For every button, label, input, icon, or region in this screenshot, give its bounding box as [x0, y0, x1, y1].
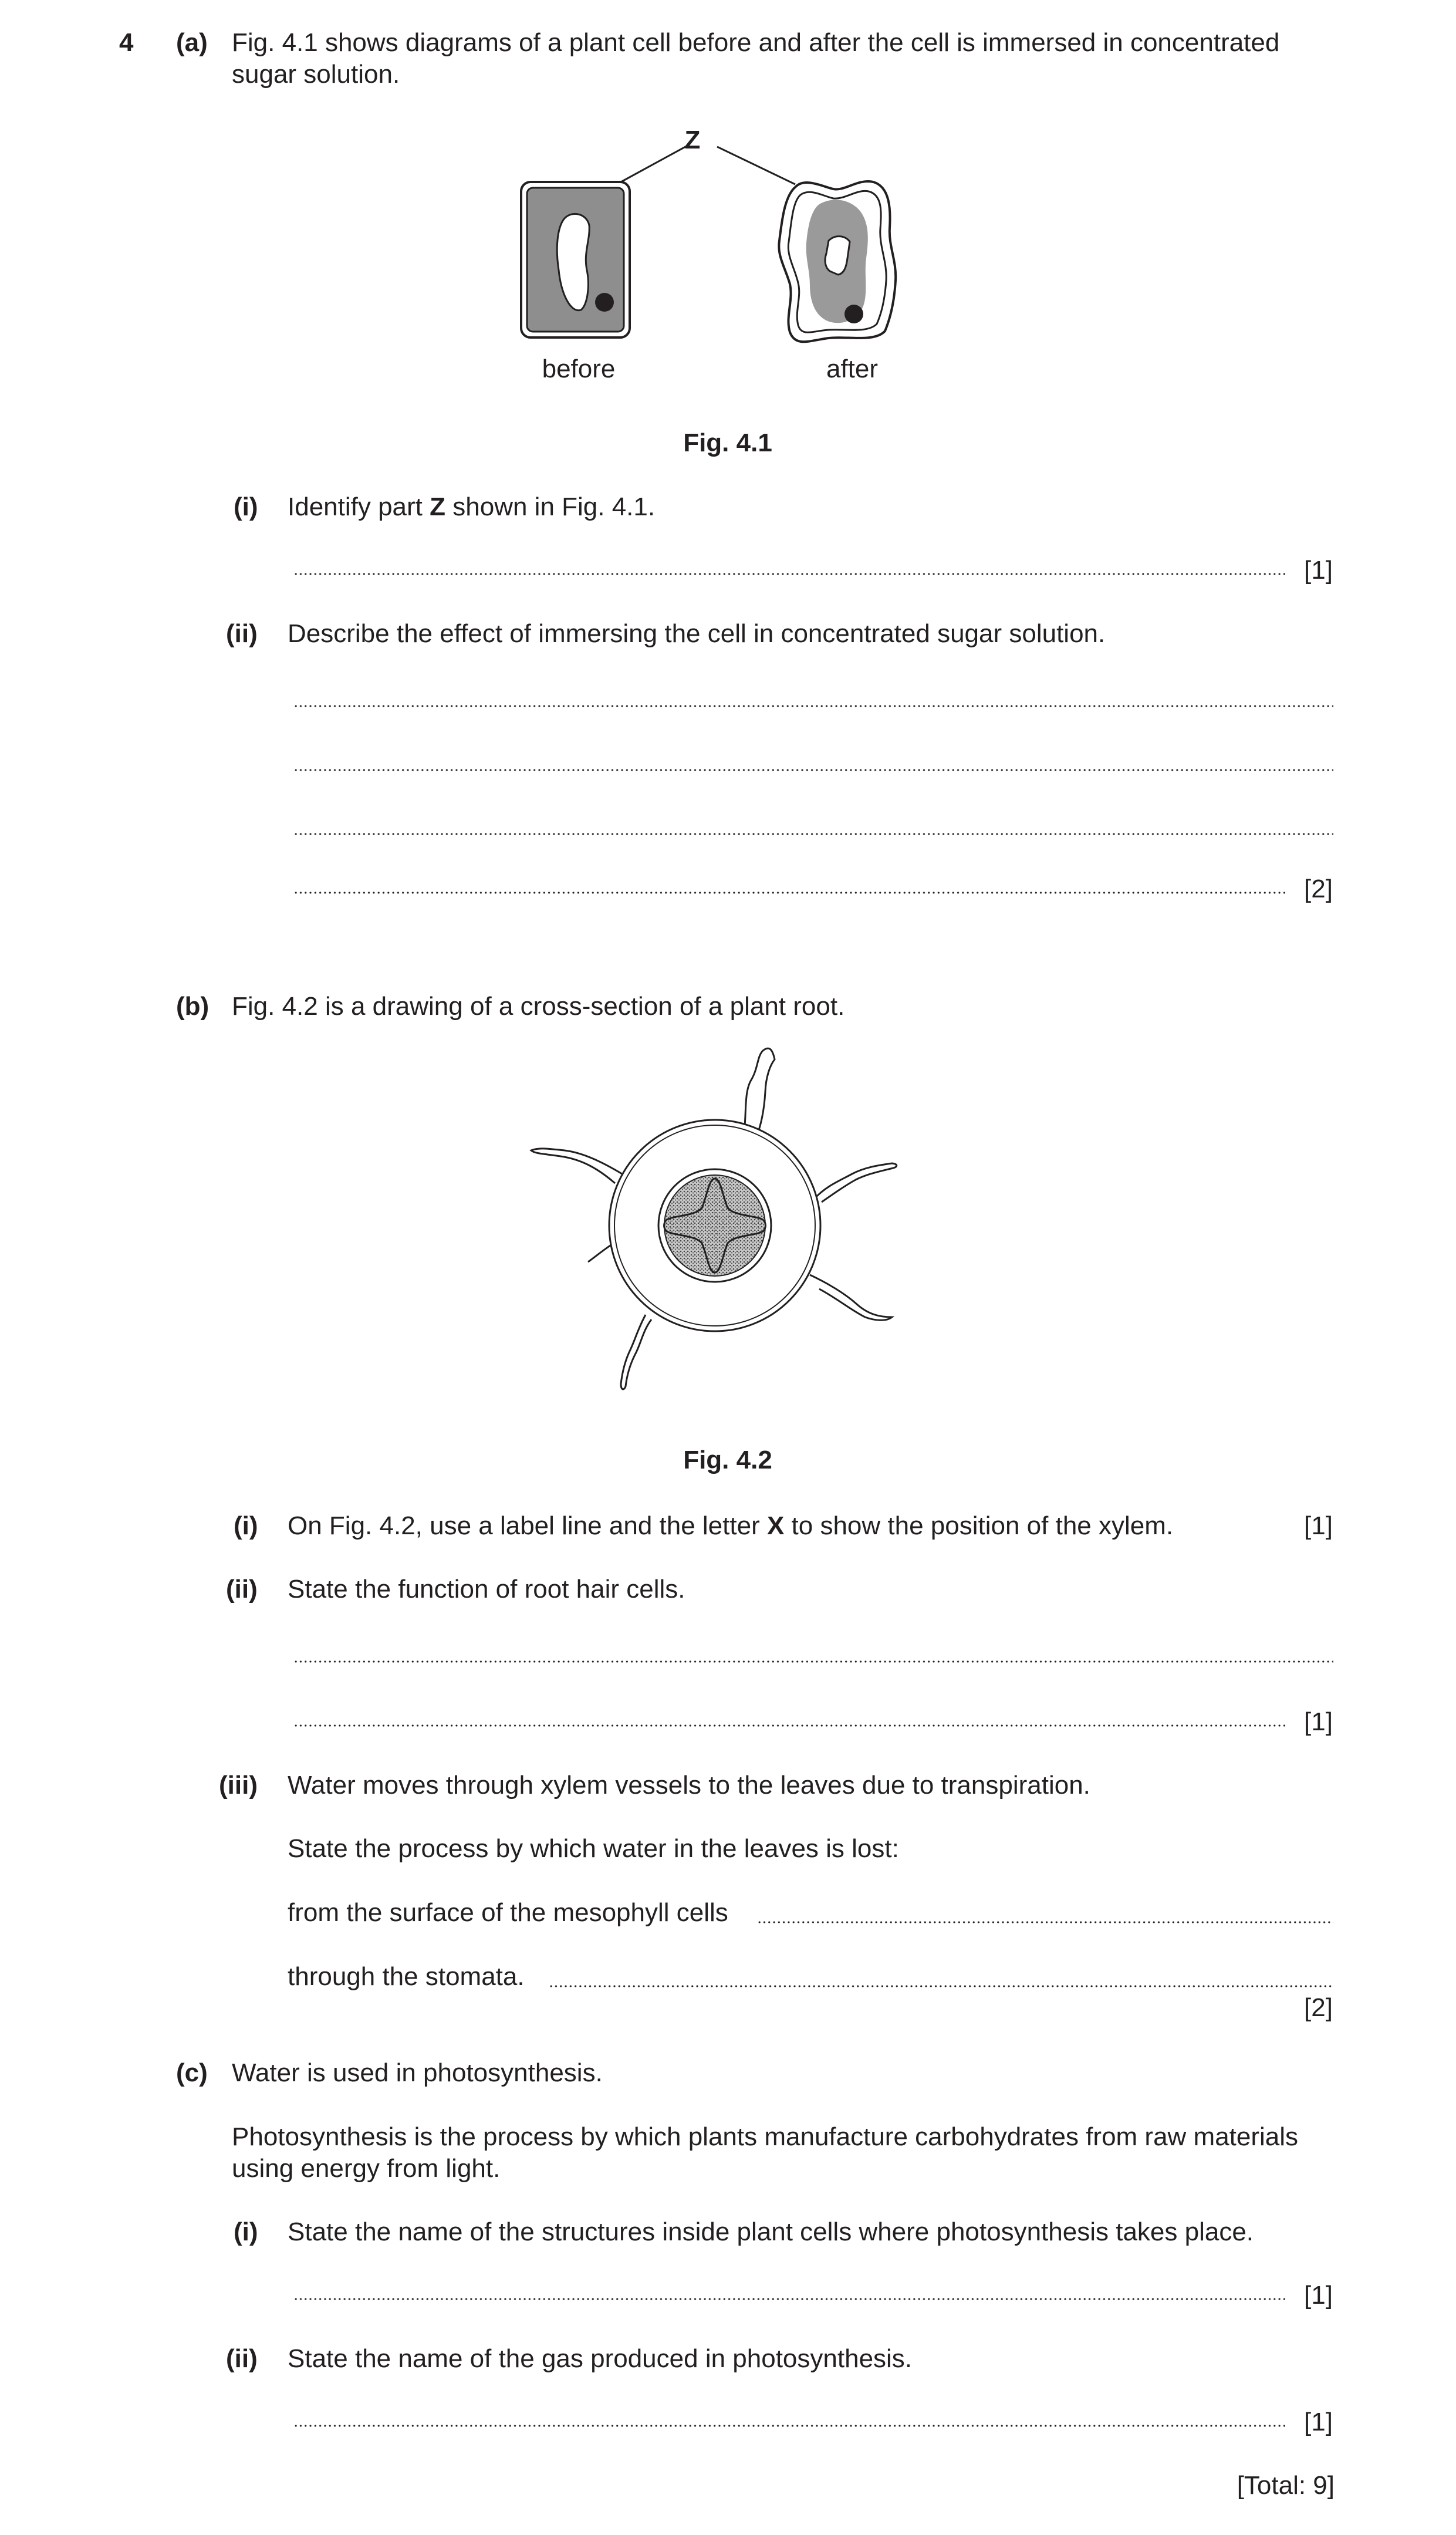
- b-iii-answer-mesophyll[interactable]: [757, 1920, 1333, 1924]
- part-a-label: (a): [176, 28, 208, 57]
- b-ii-label: (ii): [226, 1575, 258, 1604]
- root-hair-right: [817, 1163, 897, 1202]
- part-b-label: (b): [176, 992, 210, 1021]
- label-z: Z: [684, 126, 701, 154]
- b-iii-line4: through the stomata.: [288, 1962, 525, 1991]
- a-i-question: Identify part Z shown in Fig. 4.1.: [288, 492, 656, 521]
- part-a-intro-line1: Fig. 4.1 shows diagrams of a plant cell before and after the cell is immersed in concentrated: [232, 28, 1280, 57]
- b-iii-label: (iii): [219, 1771, 258, 1800]
- part-c-label: (c): [176, 2058, 208, 2087]
- caption-after: after: [826, 355, 879, 383]
- question-number: 4: [119, 28, 134, 57]
- c-ii-label: (ii): [226, 2344, 258, 2373]
- part-c-desc-line2: using energy from light.: [232, 2154, 501, 2183]
- b-iii-line2: State the process by which water in the leaves is lost:: [288, 1834, 899, 1863]
- fig-4-2-caption: Fig. 4.2: [683, 1446, 772, 1474]
- b-iii-answer-stomata[interactable]: [549, 1984, 1333, 1988]
- root-hair-left-lower: [588, 1243, 614, 1262]
- b-ii-question: State the function of root hair cells.: [288, 1575, 685, 1604]
- root-hair-right-lower: [810, 1275, 892, 1320]
- part-b-intro: Fig. 4.2 is a drawing of a cross-section of a plant root.: [232, 992, 845, 1021]
- c-i-label: (i): [234, 2217, 258, 2246]
- caption-before: before: [542, 355, 616, 383]
- part-c-intro: Water is used in photosynthesis.: [232, 2058, 603, 2087]
- b-ii-answer-line-1[interactable]: [293, 1660, 1333, 1663]
- b-iii-line3: from the surface of the mesophyll cells: [288, 1898, 728, 1927]
- c-ii-answer-line[interactable]: [293, 2424, 1285, 2428]
- b-ii-answer-line-2[interactable]: [293, 1724, 1285, 1727]
- b-ii-marks: [1]: [1304, 1707, 1333, 1736]
- a-ii-label: (ii): [226, 619, 258, 648]
- c-ii-question: State the name of the gas produced in photosynthesis.: [288, 2344, 913, 2373]
- c-i-marks: [1]: [1304, 2281, 1333, 2310]
- root-hair-top: [744, 1048, 775, 1135]
- a-ii-marks: [2]: [1304, 875, 1333, 903]
- part-a-intro-line2: sugar solution.: [232, 60, 400, 89]
- a-ii-question: Describe the effect of immersing the cell in concentrated sugar solution.: [288, 619, 1106, 648]
- b-i-question: On Fig. 4.2, use a label line and the letter X to show the position of the xylem.: [288, 1511, 1174, 1540]
- b-i-marks: [1]: [1304, 1511, 1333, 1540]
- c-ii-marks: [1]: [1304, 2408, 1333, 2436]
- b-i-label: (i): [234, 1511, 258, 1540]
- total-marks: [Total: 9]: [1237, 2471, 1335, 2500]
- root-hair-bottom: [621, 1315, 651, 1389]
- c-i-question: State the name of the structures inside plant cells where photosynthesis takes place.: [288, 2217, 1254, 2246]
- a-i-label: (i): [234, 492, 258, 521]
- root-hair-left: [531, 1149, 622, 1183]
- b-iii-line1: Water moves through xylem vessels to the leaves due to transpiration.: [288, 1771, 1090, 1800]
- c-i-answer-line[interactable]: [293, 2297, 1285, 2301]
- a-i-marks: [1]: [1304, 556, 1333, 585]
- b-iii-marks: [2]: [1304, 1993, 1333, 2022]
- part-c-desc-line1: Photosynthesis is the process by which plants manufacture carbohydrates from raw materials: [232, 2122, 1299, 2151]
- fig-4-1-caption: Fig. 4.1: [683, 428, 772, 457]
